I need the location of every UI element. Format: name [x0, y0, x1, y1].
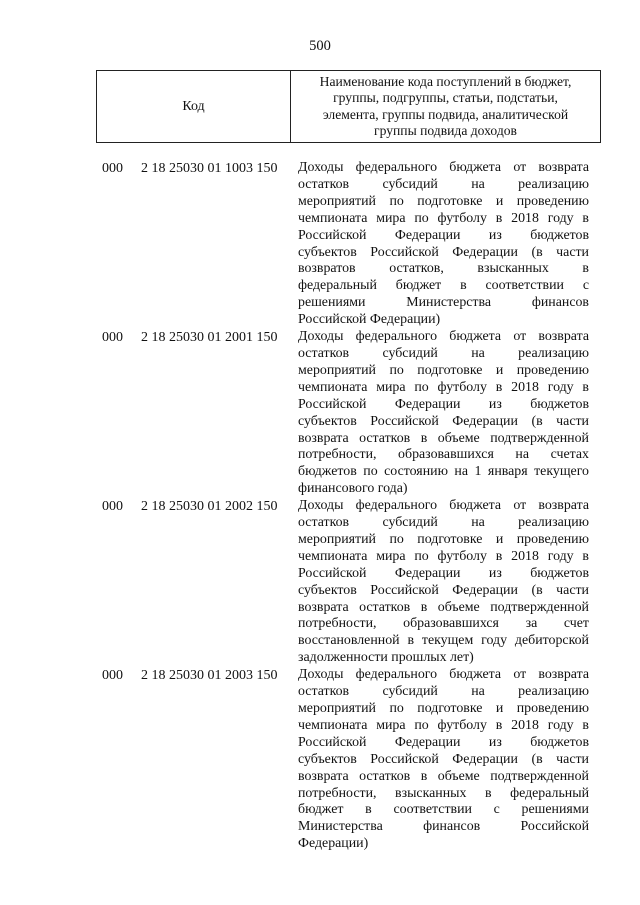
description-line: мероприятий по подготовке и проведению — [298, 362, 589, 378]
revenue-code: 2 18 25030 01 2001 150 — [141, 330, 278, 346]
admin-code: 000 — [102, 330, 123, 346]
description-line: восстановленной в текущем году дебиторской — [298, 633, 589, 649]
description-line: остатков субсидий на реализацию — [298, 684, 589, 700]
description-line: возврата остатков в объеме подтвержденной — [298, 599, 589, 615]
description-line: Федерации) — [298, 836, 369, 852]
description-line: Доходы федерального бюджета от возврата — [298, 498, 589, 514]
table-row — [0, 498, 640, 667]
entries-list — [0, 160, 640, 853]
table-row — [0, 160, 640, 329]
description-line: возврата остатков в объеме подтвержденной — [298, 768, 589, 784]
description-line: чемпионата мира по футболу в 2018 году в — [298, 379, 589, 395]
description-line: Доходы федерального бюджета от возврата — [298, 667, 589, 683]
description-line: Российской Федерации из бюджетов — [298, 734, 589, 750]
header-code-cell: Код — [97, 71, 291, 142]
description-line: Российской Федерации из бюджетов — [298, 565, 589, 581]
revenue-description — [298, 498, 589, 667]
revenue-code: 2 18 25030 01 2003 150 — [141, 668, 278, 684]
description-line: мероприятий по подготовке и проведению — [298, 193, 589, 209]
table-row — [0, 329, 640, 498]
description-line: бюджет в соответствии с решениями — [298, 802, 589, 818]
description-line: потребности, образовавшихся за счет — [298, 616, 589, 632]
description-line: Доходы федерального бюджета от возврата — [298, 329, 589, 345]
description-line: федеральный бюджет в соответствии с — [298, 278, 589, 294]
description-line: остатков субсидий на реализацию — [298, 176, 589, 192]
description-line: субъектов Российской Федерации (в части — [298, 751, 589, 767]
description-line: остатков субсидий на реализацию — [298, 515, 589, 531]
revenue-description — [298, 329, 589, 498]
admin-code: 000 — [102, 499, 123, 515]
description-line: чемпионата мира по футболу в 2018 году в — [298, 717, 589, 733]
description-line: решениями Министерства финансов — [298, 295, 589, 311]
revenue-code: 2 18 25030 01 2002 150 — [141, 499, 278, 515]
description-line: возвратов остатков, взысканных в — [298, 261, 589, 277]
description-line: финансового года) — [298, 481, 408, 497]
revenue-code: 2 18 25030 01 1003 150 — [141, 161, 278, 176]
description-line: мероприятий по подготовке и проведению — [298, 701, 589, 716]
description-line: чемпионата мира по футболу в 2018 году в — [298, 210, 589, 226]
description-line: субъектов Российской Федерации (в части — [298, 413, 589, 429]
description-line: чемпионата мира по футболу в 2018 году в — [298, 548, 589, 564]
description-line: задолженности прошлых лет) — [298, 650, 474, 666]
description-line: Доходы федерального бюджета от возврата — [298, 160, 589, 175]
description-line: бюджетов по состоянию на 1 января текущего — [298, 464, 589, 480]
header-name-cell: Наименование кода поступлений в бюджет, группы, подгруппы, статьи, подстатьи, элемента, группы подвида, аналитической группы подвида доходов — [319, 73, 572, 138]
description-line: субъектов Российской Федерации (в части — [298, 582, 589, 598]
table-row — [0, 667, 640, 853]
description-line: мероприятий по подготовке и проведению — [298, 531, 589, 547]
description-line: Министерства финансов Российской — [298, 819, 589, 835]
description-line: остатков субсидий на реализацию — [298, 345, 589, 361]
description-line: потребности, взысканных в федеральный — [298, 785, 589, 801]
description-line: потребности, образовавшихся на счетах — [298, 447, 589, 463]
admin-code: 000 — [102, 161, 123, 176]
page-number: 500 — [309, 38, 331, 54]
description-line: возврата остатков в объеме подтвержденной — [298, 430, 589, 446]
description-line: Российской Федерации из бюджетов — [298, 396, 589, 412]
table-header — [96, 70, 601, 143]
revenue-description — [298, 160, 589, 329]
admin-code: 000 — [102, 668, 123, 684]
description-line: субъектов Российской Федерации (в части — [298, 244, 589, 260]
description-line: Российской Федерации) — [298, 312, 441, 328]
description-line: Российской Федерации из бюджетов — [298, 227, 589, 243]
revenue-description — [298, 667, 589, 853]
